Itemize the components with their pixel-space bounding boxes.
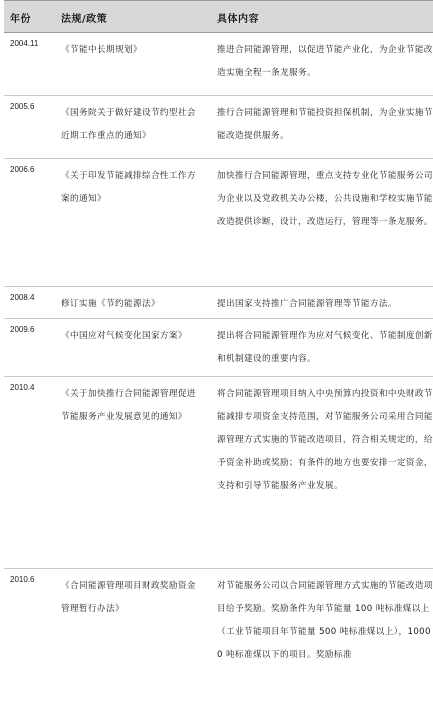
row-content: 提出将合同能源管理作为应对气候变化、节能制度创新和机制建设的重要内容。: [217, 331, 433, 364]
table-header: [4, 0, 433, 33]
row-policy: 《合同能源管理项目财政奖励资金管理暂行办法》: [61, 581, 196, 614]
row-content: 推行合同能源管理和节能投资担保机制，为企业实施节能改造提供服务。: [217, 108, 433, 141]
header-policy: 法规/政策: [61, 14, 108, 25]
row-content: 加快推行合同能源管理，重点支持专业化节能服务公司为企业以及党政机关办公楼，公共设施和学校实施节能改造提供诊断，设计，改造运行，管理等一条龙服务。: [217, 171, 433, 227]
row-year: 2006.6: [10, 165, 35, 174]
row-policy: 《国务院关于做好建设节约型社会近期工作重点的通知》: [61, 108, 196, 141]
row-policy: 《节能中长期规划》: [61, 45, 142, 55]
table-row: [4, 287, 433, 319]
header-year: 年份: [10, 14, 31, 25]
row-policy: 《中国应对气候变化国家方案》: [61, 331, 187, 341]
row-content: 提出国家支持推广合同能源管理等节能方法。: [217, 299, 397, 309]
row-content: 对节能服务公司以合同能源管理方式实施的节能改造项目给予奖励。奖励条件为年节能量 100 吨标准煤以上（工业节能项目年节能量 500 吨标准煤以上），10000 吨标准煤以下的项目。奖励标准: [217, 581, 433, 660]
row-content: 推进合同能源管理，以促进节能产业化，为企业节能改造实施全程一条龙服务。: [217, 45, 433, 78]
row-year: 2010.6: [10, 575, 35, 584]
header-content: 具体内容: [217, 14, 259, 25]
policy-table: [4, 0, 433, 709]
row-policy: 《关于印发节能减排综合性工作方案的通知》: [61, 171, 196, 204]
row-year: 2004.11: [10, 39, 39, 48]
row-year: 2005.6: [10, 102, 35, 111]
table-row: [4, 96, 433, 159]
table-row: [4, 159, 433, 287]
row-year: 2009.6: [10, 325, 35, 334]
table-row: [4, 377, 433, 569]
table-row: [4, 569, 433, 709]
row-policy: 《关于加快推行合同能源管理促进节能服务产业发展意见的通知》: [61, 389, 196, 422]
row-year: 2008.4: [10, 293, 35, 302]
row-year: 2010.4: [10, 383, 35, 392]
table-row: [4, 319, 433, 377]
row-policy: 修订实施《节约能源法》: [61, 299, 160, 309]
table-row: [4, 33, 433, 96]
row-content: 将合同能源管理项目纳入中央预算内投资和中央财政节能减排专项资金支持范围，对节能服务公司采用合同能源管理方式实施的节能改造项目，符合相关规定的，给予资金补助或奖励；有条件的地方也要安排一定资金，支持和引导节能服务产业发展。: [217, 389, 433, 491]
